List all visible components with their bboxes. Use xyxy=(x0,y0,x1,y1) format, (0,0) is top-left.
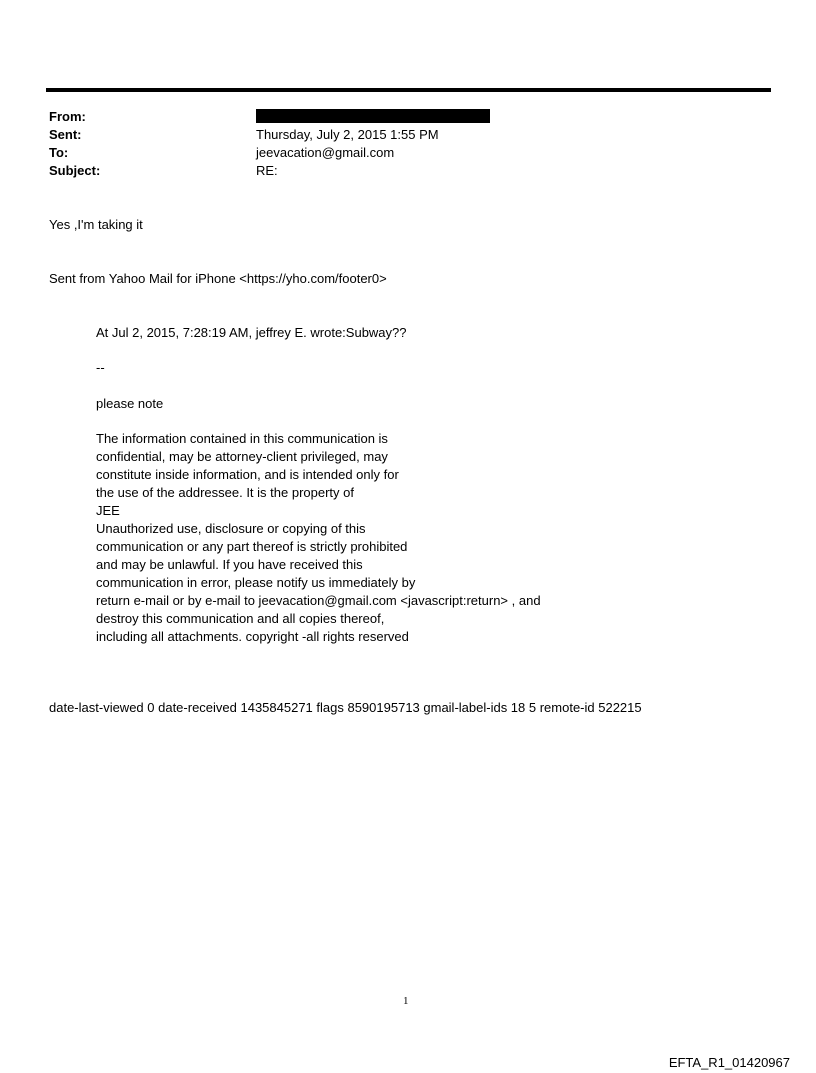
disclaimer-line: confidential, may be attorney-client privileged, may xyxy=(96,449,388,464)
please-note: please note xyxy=(96,396,164,411)
from-row xyxy=(49,108,749,126)
to-label: To: xyxy=(49,145,69,160)
sent-row xyxy=(49,126,749,144)
sent-value: Thursday, July 2, 2015 1:55 PM xyxy=(256,127,439,142)
disclaimer-line: destroy this communication and all copies thereof, xyxy=(96,611,385,626)
to-value: jeevacation@gmail.com xyxy=(256,145,395,160)
from-label: From: xyxy=(49,109,86,124)
disclaimer-line: JEE xyxy=(96,503,120,518)
disclaimer-line: return e-mail or by e-mail to jeevacation@gmail.com <javascript:return> , and xyxy=(96,593,541,608)
disclaimer-line: and may be unlawful. If you have received this xyxy=(96,557,363,572)
subject-value: RE: xyxy=(256,163,278,178)
disclaimer-line: Unauthorized use, disclosure or copying of this xyxy=(96,521,366,536)
page-number: 1 xyxy=(403,995,409,1007)
disclaimer-line: communication or any part thereof is strictly prohibited xyxy=(96,539,408,554)
bates-number: EFTA_R1_01420967 xyxy=(668,1055,790,1070)
subject-label: Subject: xyxy=(49,163,101,178)
disclaimer-line: the use of the addressee. It is the property of xyxy=(96,485,354,500)
to-row xyxy=(49,144,749,162)
quoted-intro: At Jul 2, 2015, 7:28:19 AM, jeffrey E. wrote:Subway?? xyxy=(96,325,407,340)
disclaimer-line: including all attachments. copyright -all rights reserved xyxy=(96,629,409,644)
quoted-separator: -- xyxy=(96,360,105,375)
redacted-sender xyxy=(256,109,490,123)
message-metadata: date-last-viewed 0 date-received 1435845271 flags 8590195713 gmail-label-ids 18 5 remote-id 522215 xyxy=(49,700,642,715)
reply-text: Yes ,I'm taking it xyxy=(49,217,143,232)
header-divider xyxy=(46,88,771,92)
disclaimer-line: constitute inside information, and is intended only for xyxy=(96,467,399,482)
subject-row xyxy=(49,162,749,180)
mail-signature: Sent from Yahoo Mail for iPhone <https://yho.com/footer0> xyxy=(49,271,387,286)
confidentiality-disclaimer xyxy=(96,430,541,646)
disclaimer-line: The information contained in this communication is xyxy=(96,431,388,446)
sent-label: Sent: xyxy=(49,127,82,142)
disclaimer-line: communication in error, please notify us immediately by xyxy=(96,575,416,590)
